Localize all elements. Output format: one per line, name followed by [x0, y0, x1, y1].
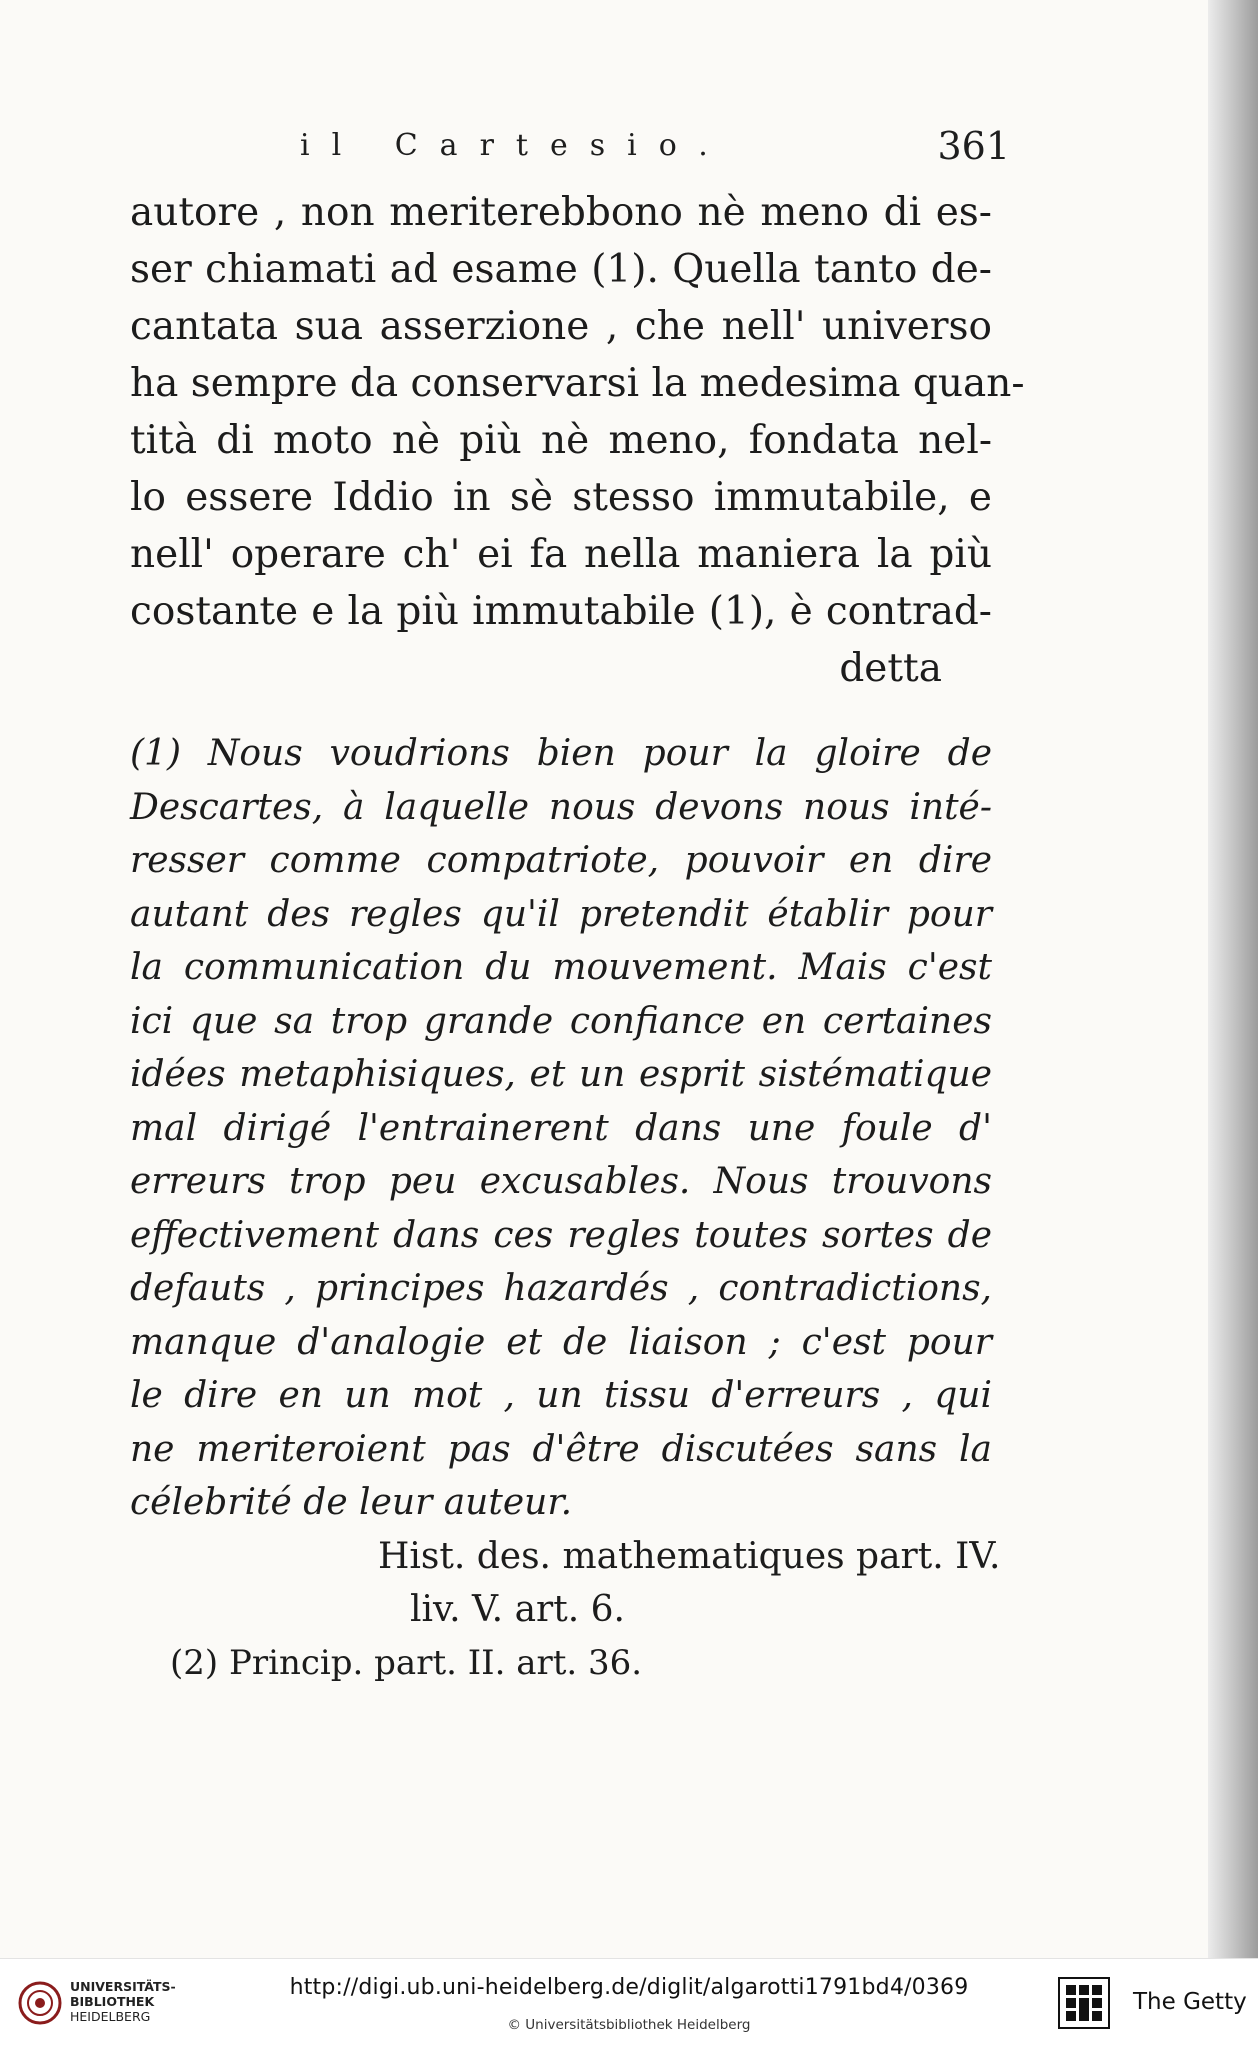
catchword: detta	[839, 646, 942, 691]
footnote-line: manque d'analogie et de liaison ; c'est pour	[130, 1321, 992, 1363]
footnote-line: la communication du mouvement. Mais c'est	[130, 947, 992, 988]
footnote-line: idées metaphisiques, et un esprit sistématique	[130, 1054, 992, 1095]
page-edge-shadow	[1208, 0, 1258, 1958]
page-number: 361	[937, 124, 1010, 168]
footnote-line: ici que sa trop grande confiance en certaines	[130, 1000, 992, 1042]
footnote-line: mal dirigé l'entrainerent dans une foule d'	[130, 1107, 992, 1149]
footnotes	[130, 727, 1001, 1690]
footnote-line: resser comme compatriote, pouvoir en dire	[130, 840, 992, 881]
library-name-line: UNIVERSITÄTS-	[70, 1979, 176, 1994]
text-line: cantata sua asserzione , che nell' universo	[130, 304, 992, 349]
running-head	[300, 124, 1020, 178]
main-text-block	[130, 184, 1025, 697]
footnote-citation: liv. V. art. 6.	[410, 1589, 625, 1630]
footnote-line: autant des regles qu'il pretendit établir pour	[130, 893, 992, 935]
library-name-line: HEIDELBERG	[70, 2009, 151, 2024]
text-line: autore , non meriterebbono nè meno di es-	[130, 190, 992, 235]
permalink-url[interactable]: http://digi.ub.uni-heidelberg.de/diglit/algarotti1791bd4/0369	[289, 1975, 969, 2000]
getty-logo-icon	[1058, 1977, 1110, 2029]
running-title: il Cartesio.	[300, 128, 730, 163]
text-line: ha sempre da conservarsi la medesima quan-	[130, 361, 1025, 406]
footnote-line: Descartes, à laquelle nous devons nous inté-	[130, 786, 992, 828]
text-line: tità di moto nè più nè meno, fondata nel-	[130, 418, 992, 463]
sponsor-name: The Getty	[1133, 1989, 1247, 2015]
footnote-line: le dire en un mot , un tissu d'erreurs , qui	[130, 1375, 992, 1416]
text-line: costante e la più immutabile (1), è contrad-	[130, 589, 992, 634]
text-line: lo essere Iddio in sè stesso immutabile, e	[130, 475, 992, 520]
footnote-line: ne meriteroient pas d'être discutées sans la	[130, 1428, 992, 1470]
footnote-line: defauts , principes hazardés , contradictions,	[130, 1268, 992, 1309]
viewer-footer	[0, 1958, 1258, 2048]
text-line: ser chiamati ad esame (1). Quella tanto de-	[130, 247, 992, 292]
footnote-line: erreurs trop peu excusables. Nous trouvons	[130, 1161, 992, 1202]
footnote-2: (2) Princip. part. II. art. 36.	[170, 1642, 643, 1683]
footnote-line: effectivement dans ces regles toutes sortes de	[130, 1214, 992, 1256]
footnote-line: célebrité de leur auteur.	[130, 1482, 573, 1523]
footnote-line: (1) Nous voudrions bien pour la gloire de	[130, 733, 992, 774]
library-name-line: BIBLIOTHEK	[70, 1994, 155, 2009]
text-line: nell' operare ch' ei fa nella maniera la più	[130, 532, 992, 577]
footnote-citation: Hist. des. mathematiques part. IV.	[378, 1535, 1001, 1577]
copyright-notice: © Universitätsbibliothek Heidelberg	[507, 2017, 751, 2033]
